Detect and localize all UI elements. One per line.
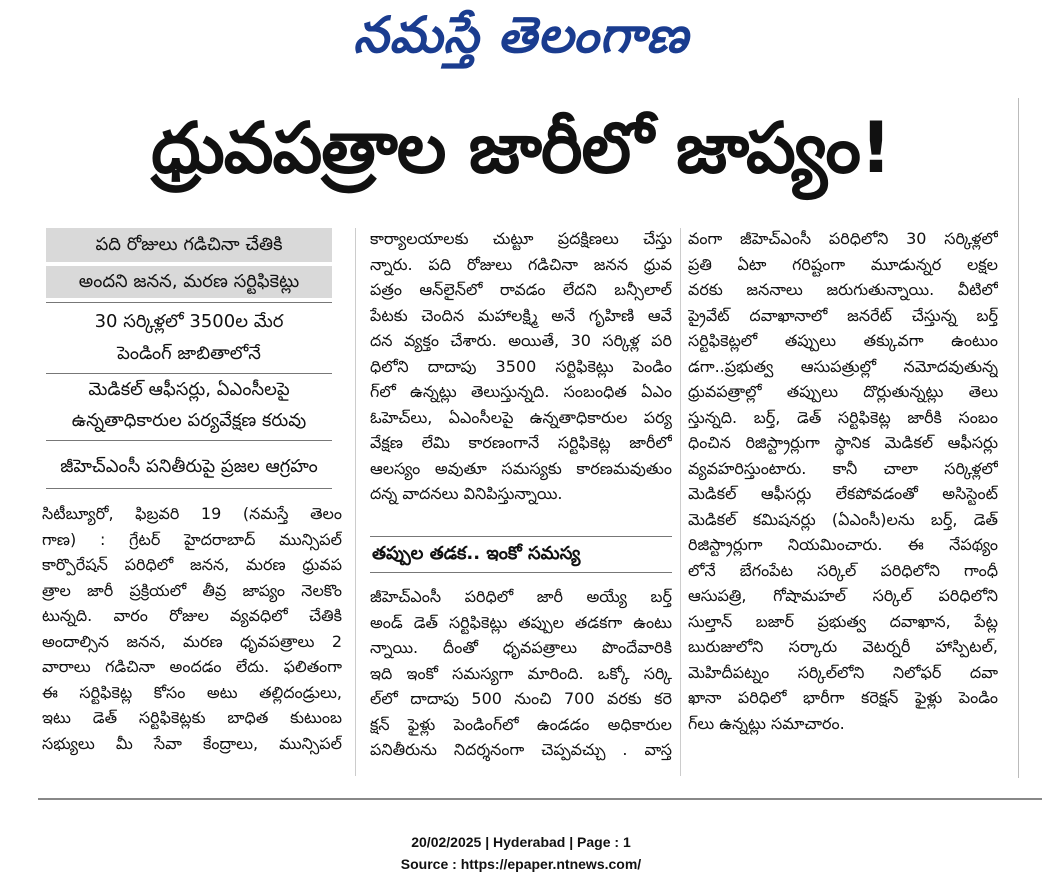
deck-line-6: ఉన్నతాధికారుల పర్యవేక్షణ కరువు — [71, 410, 307, 431]
text-line: ఇది ఇంకో సమస్యగా మారింది. ఒక్కో సర్కి — [370, 663, 672, 683]
text-line: గ్‌లు ఉన్నట్లు సమాచారం. — [688, 713, 845, 733]
masthead — [0, 2, 1042, 72]
text-line: వ్యవహరిస్తుంటారు. కానీ చాలా సర్కిళ్లలో — [688, 458, 998, 478]
column-separator — [355, 228, 356, 776]
text-line: ఓహెచ్‌లు, ఏఎంసీలపై ఉన్నతాధికారుల పర్య — [370, 407, 672, 427]
text-line: మెడికల్ కమిషనర్లు (ఏఎంసీ)లను బర్త్, డెత్ — [688, 509, 998, 529]
deck-line-2: అందని జనన, మరణ సర్టిఫికెట్లు — [78, 271, 300, 292]
text-line: టున్నది. వారం రోజుల వ్యవధిలో చేతికి — [42, 606, 342, 625]
right-rule — [1018, 98, 1019, 778]
subhead-bottom-rule — [370, 572, 672, 573]
masthead-title: నమస్తే తెలంగాణ — [353, 5, 689, 64]
text-line: స్తున్నది. బర్త్, డెత్ సర్టిఫికెట్ల జారీకి సంబం — [688, 407, 998, 427]
deck-line-7: జీహెచ్ఎంసీ పనితీరుపై ప్రజల ఆగ్రహం — [60, 456, 318, 477]
text-line: ఇటు డెత్ సర్టిఫికెట్లకు బాధిత కుటుంబ — [42, 708, 342, 727]
text-line: మెడికల్ ఆఫీసర్లు లేకపోవడంతో అసిస్టెంట్ — [688, 484, 998, 503]
text-line: కార్పొరేషన్ పరిధిలో జనన, మరణ ధ్రువప — [42, 555, 342, 574]
bottom-rule — [38, 798, 1042, 800]
deck-divider — [46, 488, 332, 489]
deck-divider — [46, 440, 332, 441]
article-column-3 — [688, 226, 998, 736]
column-separator — [680, 228, 681, 776]
text-line: ధిలోని దాదాపు 3500 సర్టిఫికెట్లు పెండిం — [370, 356, 672, 376]
text-line: ధ్రువపత్రాల్లో తప్పులు దొర్లుతున్నట్లు తెలు — [688, 382, 998, 401]
headline-container — [0, 100, 1042, 200]
text-line: వారాలు గడిచినా అందడం లేదు. ఫలితంగా — [42, 657, 342, 676]
text-line: లోనే బేగంపేట సర్కిల్ పరిధిలోని గాంధీ — [688, 560, 998, 580]
text-line: రిజిస్ట్రార్లుగా నియమించారు. ఈ నేపథ్యం — [688, 535, 998, 554]
text-line: సిటీబ్యూరో, ఫిబ్రవరి 19 (నమస్తే తెలం — [42, 504, 342, 523]
deck-line-3: 30 సర్కిళ్లలో 3500ల మేర — [94, 311, 284, 332]
headline: ధ్రువపత్రాల జారీలో జాప్యం! — [151, 107, 891, 189]
text-line: క్షన్ ఫైళ్లు పెండింగ్‌లో ఉండడం అధికారుల — [370, 714, 672, 734]
article-column-1 — [42, 501, 342, 756]
text-line: వేక్షణ లేమి కారణంగానే సర్టిఫికెట్ల జారీలో — [370, 433, 672, 452]
text-line: ఖానా పరిధిలో భారీగా కరెక్షన్ ఫైళ్లు పెండిం — [688, 688, 998, 707]
text-line: జీహెచ్‌ఎంసీ పరిధిలో జారీ అయ్యే బర్త్ — [370, 587, 672, 606]
text-line: పేటకు చెందిన మహాలక్ష్మి అనే గృహిణి ఆవే — [370, 305, 672, 325]
deck-divider — [46, 302, 332, 303]
text-line: ల్‌లో దాదాపు 500 నుంచి 700 వరకు కరె — [370, 689, 672, 708]
text-line: సుల్తాన్ బజార్ ప్రభుత్వ దవాఖాన, పేట్ల — [688, 611, 998, 631]
text-line: అండ్ డెత్ సర్టిఫికెట్లు తప్పుల తడకగా ఉంటు — [370, 612, 672, 632]
text-line: ఆసుపత్రి, గోషామహల్ సర్కిల్ పరిధిలోని — [688, 586, 998, 605]
text-line: ఆలస్యం అవుతూ సమస్యకు కారణమవుతుం — [370, 458, 672, 478]
footer-source-line: Source : https://epaper.ntnews.com/ — [400, 856, 642, 872]
text-line: పత్రం ఆన్‌లైన్‌లో రావడం లేదని బన్సీలాల్ — [370, 280, 672, 299]
article-column-2-continued — [370, 584, 672, 763]
text-line: త్రాల జారీ ప్రక్రియలో తీవ్ర జాప్యం నెలకొం — [42, 580, 342, 600]
text-line: గ్‌లో ఉన్నట్లు తెలుస్తున్నది. సంబంధిత ఏఎం — [370, 382, 672, 401]
text-line: పనితీరును నిదర్శనంగా చెప్పవచ్చు . వాస్త — [370, 740, 672, 759]
text-line: వరకు జననాలు జరుగుతున్నాయి. వీటిలో — [688, 280, 998, 299]
text-line: ప్రైవేట్ దవాఖానాలో జనరేట్ చేస్తున్న బర్త్ — [688, 305, 998, 325]
text-line: న్నాయి. దీంతో ధృవపత్రాలు పొందేవారికి — [370, 638, 672, 657]
text-line: ధించిన రిజిస్ట్రార్లుగా స్థానిక మెడికల్ ఆఫీసర్లు — [688, 433, 998, 452]
text-line: దన వ్యక్తం చేశారు. అయితే, 30 సర్కిళ్ల పరి — [370, 331, 672, 350]
text-line: ఈ సర్టిఫికెట్ల కోసం అటు తల్లిదండ్రులు, — [42, 682, 342, 702]
deck-divider — [46, 373, 332, 374]
footer-date-line: 20/02/2025 | Hyderabad | Page : 1 — [411, 834, 631, 850]
text-line: డగా..ప్రభుత్వ ఆసుపత్రుల్లో నమోదవుతున్న — [688, 356, 998, 376]
text-line: కార్యాలయాలకు చుట్టూ ప్రదక్షిణలు చేస్తు — [370, 229, 672, 248]
text-line: దన్న వాదనలు వినిపిస్తున్నాయి. — [370, 484, 563, 503]
subheading: తప్పుల తడక.. ఇంకో సమస్య — [372, 543, 581, 564]
deck-line-1: పది రోజులు గడిచినా చేతికి — [95, 234, 283, 255]
text-line: వంగా జీహెచ్‌ఎంసీ పరిధిలోని 30 సర్కిళ్లలో — [688, 229, 998, 248]
text-line: బురుజులోని సర్కారు వెటర్నరీ హాస్పిటల్, — [688, 637, 998, 656]
text-line: గాణ) : గ్రేటర్ హైదరాబాద్ మున్సిపల్ — [42, 529, 342, 549]
deck-line-5: మెడికల్ ఆఫీసర్లు, ఏఎంసీలపై — [88, 379, 290, 400]
text-line: సభ్యులు మీ సేవా కేంద్రాలు, మున్సిపల్ — [42, 733, 342, 753]
article-column-2 — [370, 226, 672, 507]
text-line: మెహిదీపట్నం సర్కిల్‌లోని నిలోఫర్ దవా — [688, 662, 998, 682]
text-line: న్నారు. పది రోజులు గడిచినా జనన ధ్రువ — [370, 254, 672, 274]
text-line: ప్రతి ఏటా గరిష్టంగా మూడున్నర లక్షల — [688, 254, 998, 274]
deck-line-4: పెండింగ్ జాబితాలోనే — [117, 343, 261, 364]
text-line: సర్టిఫికెట్లలో తప్పులు తక్కువగా ఉంటుం — [688, 331, 998, 350]
subhead-top-rule — [370, 536, 672, 537]
text-line: అందాల్సిన జనన, మరణ ధృవపత్రాలు 2 — [42, 631, 342, 651]
